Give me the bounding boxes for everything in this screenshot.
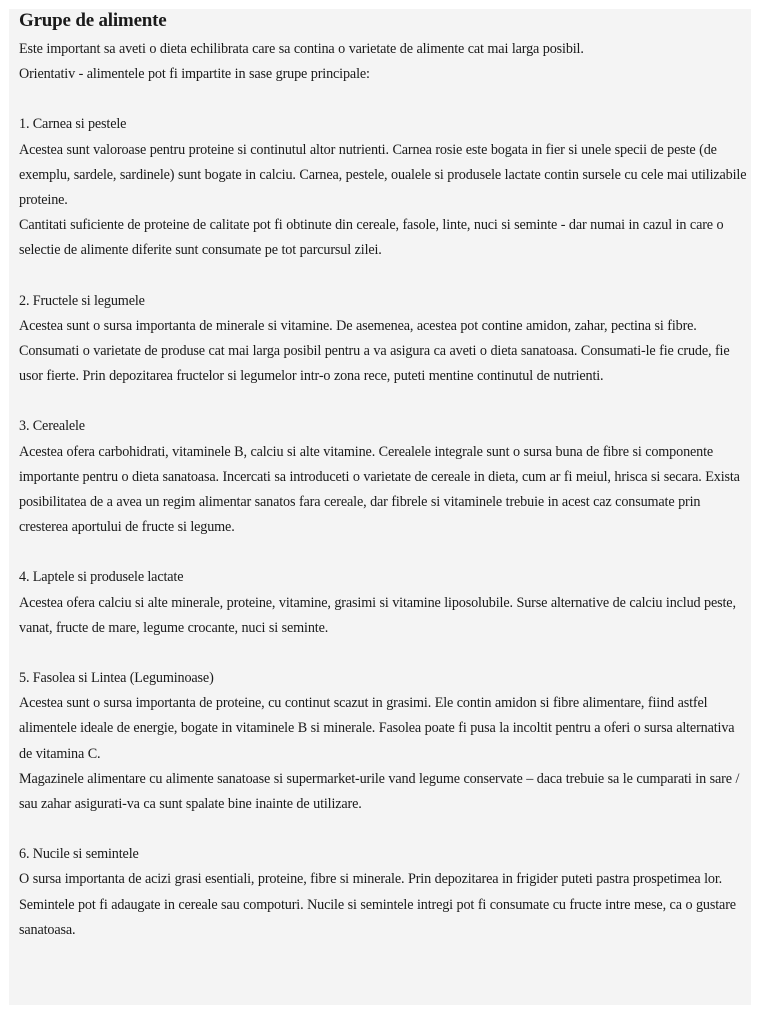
section-paragraph: Acestea sunt o sursa importanta de proteine, cu continut scazut in grasimi. Ele contin amidon si fibre alimentare, fiind astfel alimentele ideale de energie, bogate in vitaminele B si minerale. Fasolea poate fi pusa la incoltit pentru a oferi o sursa alternativa de vitamina C. xyxy=(19,695,735,762)
section-nucile-si-semintele xyxy=(19,842,751,943)
section-paragraph: Acestea sunt o sursa importanta de minerale si vitamine. De asemenea, acestea pot contine amidon, zahar, pectina si fibre. Consumati o varietate de produse cat mai larga posibil pentru a va asigura ca aveti o dieta sanatoasa. Consumati-le fie crude, fie usor fierte. Prin depozitarea fructelor si legumelor intr-o zona rece, puteti mentine continutul de nutrienti. xyxy=(19,317,730,385)
section-laptele-si-produsele-lactate xyxy=(19,565,751,641)
section-paragraph: Acestea ofera calciu si alte minerale, proteine, vitamine, grasimi si vitamine liposolubile. Surse alternative de calciu includ peste, vanat, fructe de mare, legume crocante, nuci si seminte. xyxy=(19,594,736,636)
intro-paragraph: Orientativ - alimentele pot fi impartite in sase grupe principale: xyxy=(19,66,370,83)
section-paragraph: O sursa importanta de acizi grasi esentiali, proteine, fibre si minerale. Prin depozitarea in frigider puteti pastra prospetimea lor. Semintele pot fi adaugate in cereale sau compoturi. Nucile si semintele intregi pot fi consumate cu fructe intre mese, ca o gustare sanatoasa. xyxy=(19,871,736,938)
page-title: Grupe de alimente xyxy=(19,10,167,31)
document-page xyxy=(9,9,751,1005)
section-heading: 1. Carnea si pestele xyxy=(19,116,127,133)
section-fasolea-si-lintea xyxy=(19,666,751,817)
section-heading: 5. Fasolea si Lintea (Leguminoase) xyxy=(19,670,214,687)
section-heading: 6. Nucile si semintele xyxy=(19,846,139,863)
section-paragraph: Acestea ofera carbohidrati, vitaminele B, calciu si alte vitamine. Cerealele integrale sunt o sursa buna de fibre si componente importante pentru o dieta sanatoasa. Incercati sa introduceti o varietate de cereale in dieta, cum ar fi meiul, hrisca si secara. Exista posibilitatea de a avea un regim alimentar sanatos fara cereale, dar fibrele si vitaminele trebuie in acest caz consumate prin cresterea aportului de fructe si legume. xyxy=(19,443,740,536)
section-cerealele xyxy=(19,414,751,540)
section-paragraph: Acestea sunt valoroase pentru proteine si continutul altor nutrienti. Carnea rosie este bogata in fier si unele specii de peste (de exemplu, sardele, sardinele) sunt bogate in calciu. Carnea, pestele, oualele si produsele lactate contin sursele cu cele mai utilizabile proteine. xyxy=(19,141,747,209)
section-carnea-si-pestele xyxy=(19,112,751,263)
intro-block xyxy=(19,37,751,87)
section-heading: 4. Laptele si produsele lactate xyxy=(19,569,184,586)
section-paragraph: Magazinele alimentare cu alimente sanatoase si supermarket-urile vand legume conservate – daca trebuie sa le cumparati in sare / sau zahar asigurati-va ca sunt spalate bine inainte de utilizare. xyxy=(19,770,740,813)
section-heading: 3. Cerealele xyxy=(19,418,85,435)
intro-paragraph: Este important sa aveti o dieta echilibrata care sa contina o varietate de alimente cat mai larga posibil. xyxy=(19,41,584,57)
section-fructele-si-legumele xyxy=(19,289,751,390)
section-heading: 2. Fructele si legumele xyxy=(19,292,145,309)
section-paragraph: Cantitati suficiente de proteine de calitate pot fi obtinute din cereale, fasole, linte, nuci si seminte - dar numai in cazul in care o selectie de alimente diferite sunt consumate pe tot parcursul zilei. xyxy=(19,217,724,259)
